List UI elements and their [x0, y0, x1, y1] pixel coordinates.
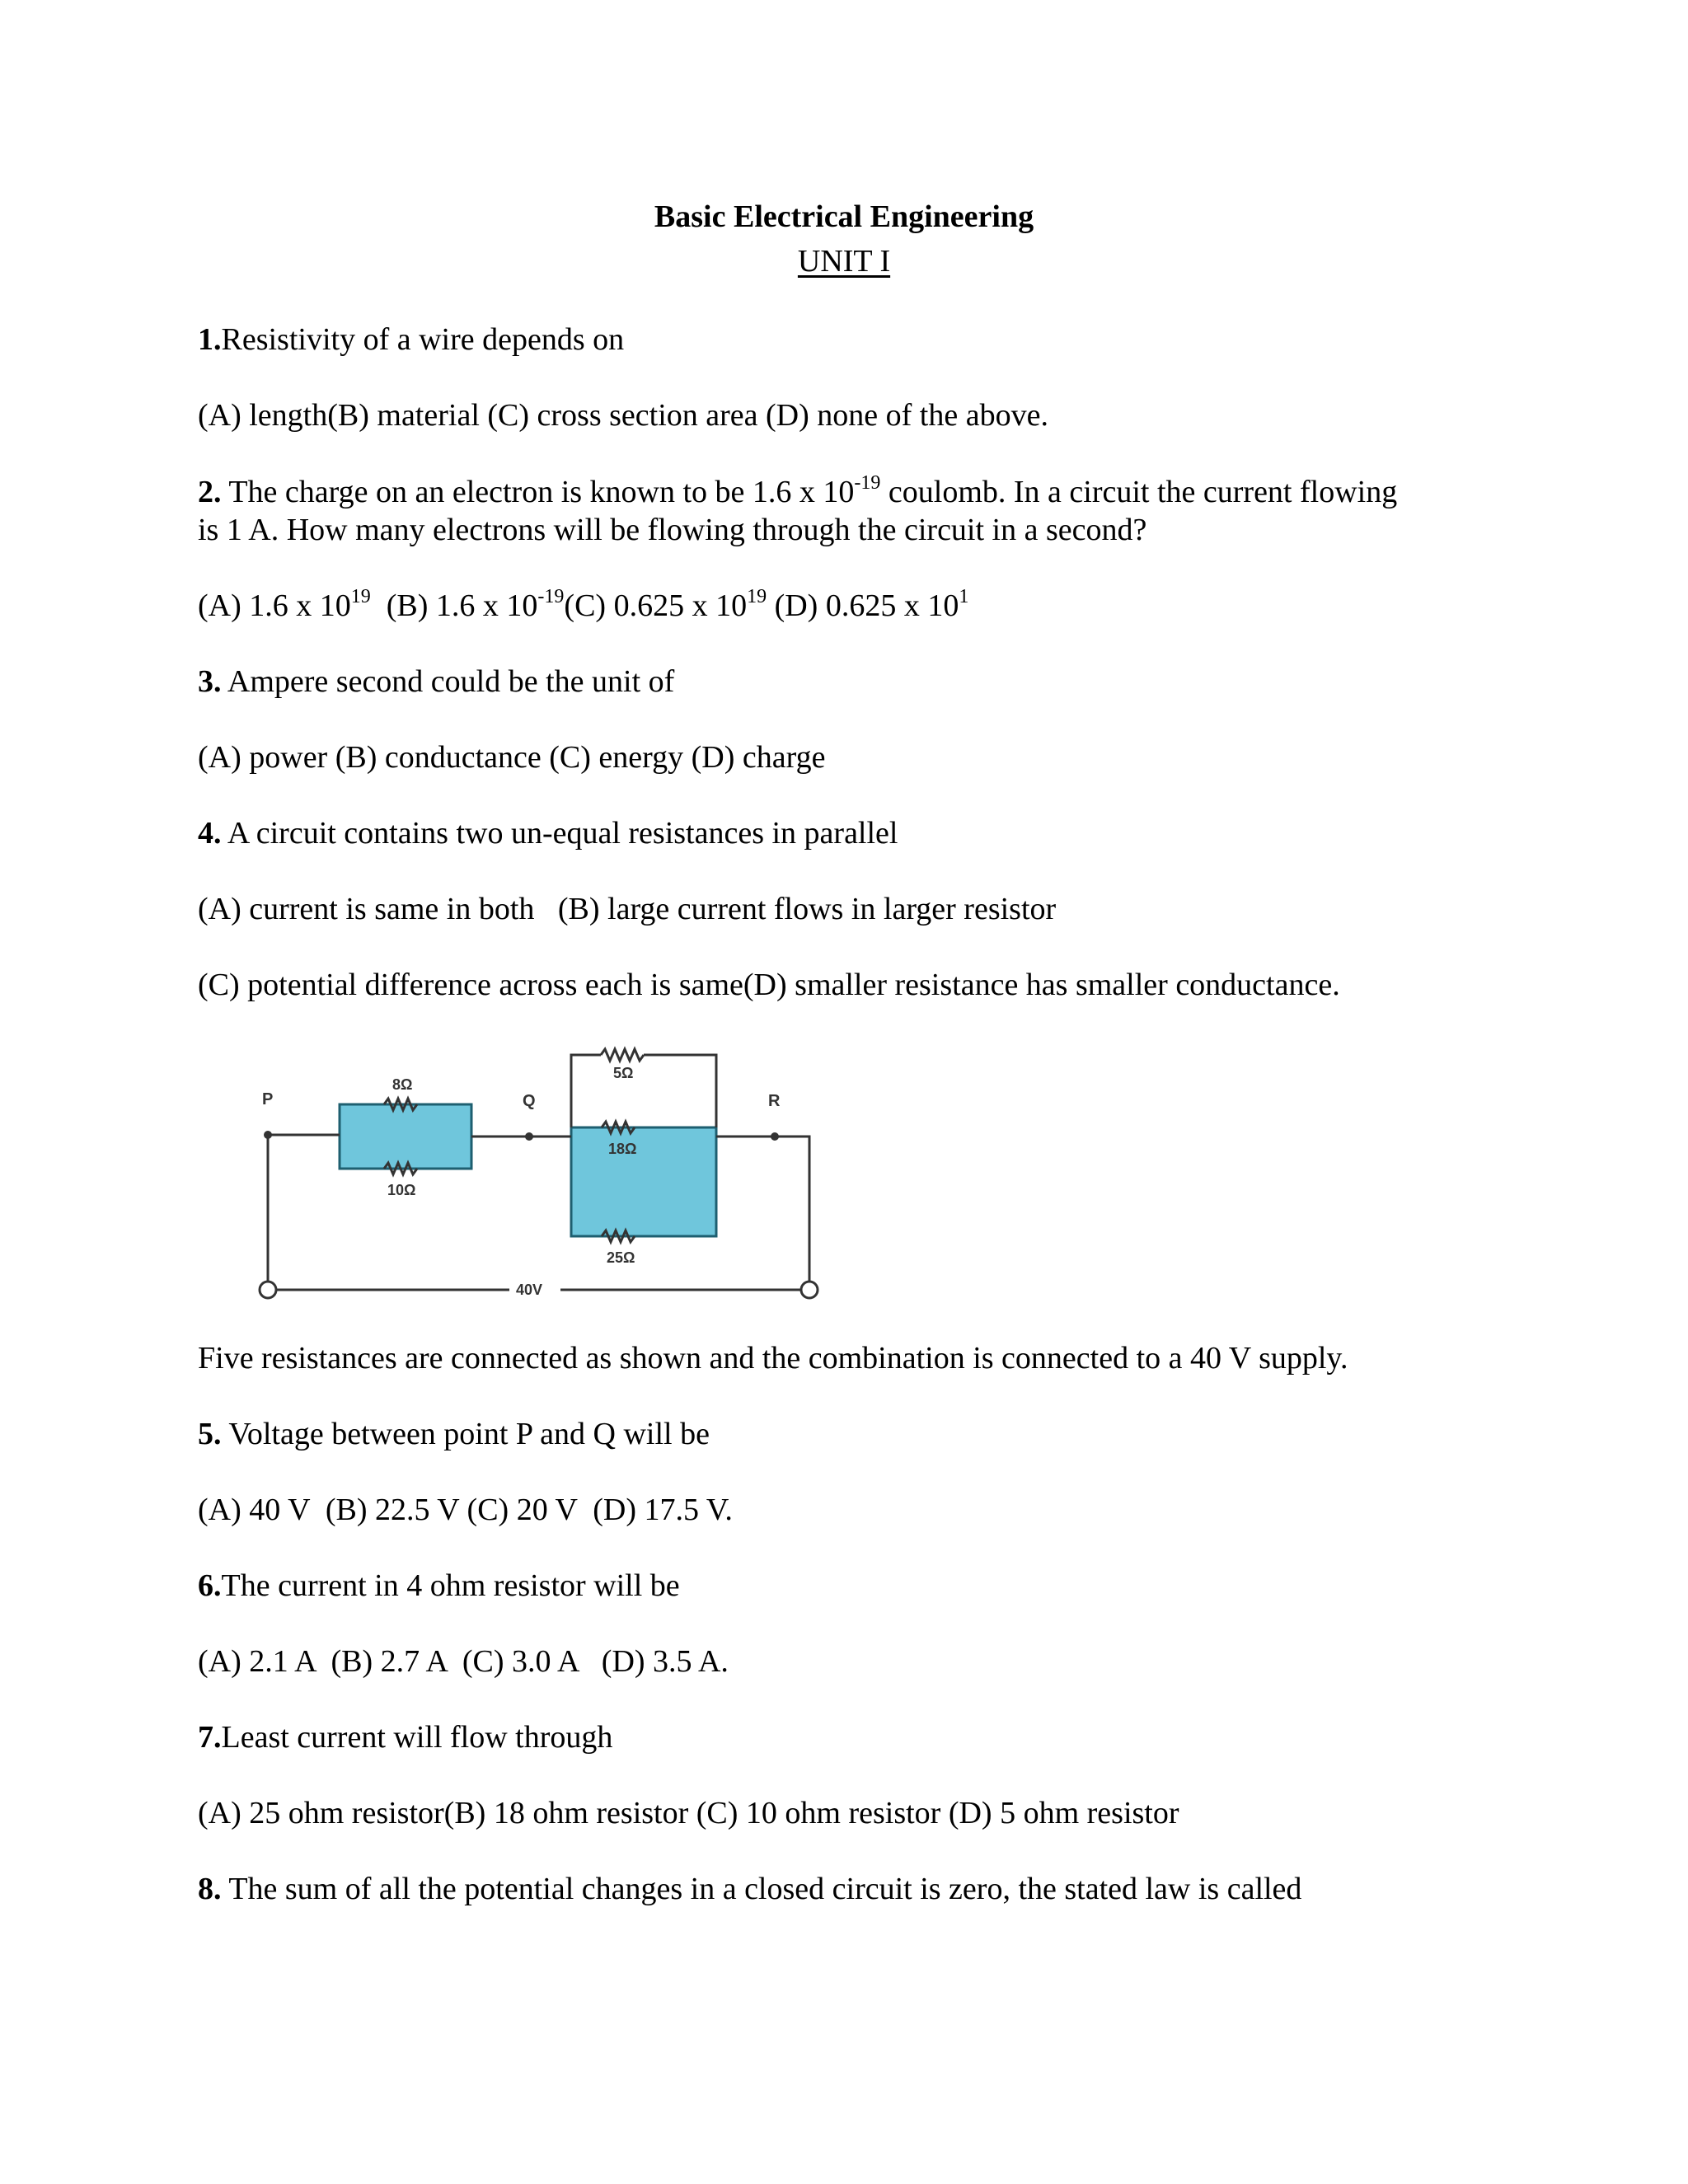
question-6-options: (A) 2.1 A (B) 2.7 A (C) 3.0 A (D) 3.5 A.	[198, 1644, 729, 1679]
question-3	[198, 666, 674, 697]
question-8	[198, 1873, 1301, 1905]
supply-label: 40V	[516, 1282, 543, 1298]
option-c: (C) 0.625 x 10	[564, 588, 748, 623]
question-2-line-2: is 1 A. How many electrons will be flowing through the circuit in a second?	[198, 513, 1147, 547]
question-2-options	[198, 586, 969, 623]
node-q-label: Q	[523, 1092, 536, 1110]
question-6	[198, 1570, 680, 1601]
unit-label: UNIT I	[797, 244, 891, 279]
option-d: (D) 0.625 x 10	[767, 588, 959, 623]
question-number: 8.	[198, 1872, 222, 1906]
terminal-left	[260, 1282, 276, 1298]
parallel-block-right	[571, 1127, 716, 1236]
resistor-5-label: 5Ω	[613, 1065, 634, 1081]
question-text: The charge on an electron is known to be 1.6 x 10	[221, 475, 855, 509]
node-q-dot	[525, 1132, 533, 1141]
question-text: The sum of all the potential changes in a closed circuit is zero, the stated law is called	[221, 1872, 1302, 1906]
option-a: (A) 1.6 x 10	[198, 588, 351, 623]
question-number: 3.	[198, 664, 222, 699]
resistor-25-label: 25Ω	[607, 1249, 635, 1266]
node-r-label: R	[768, 1092, 781, 1110]
question-text: Least current will flow through	[221, 1720, 613, 1755]
exponent: -19	[537, 586, 565, 607]
exponent: 19	[350, 586, 371, 607]
question-text: coulomb. In a circuit the current flowing	[880, 475, 1398, 509]
wire-5-branch-left	[571, 1055, 601, 1127]
option-b: (B) 1.6 x 10	[370, 588, 538, 623]
question-text: The current in 4 ohm resistor will be	[221, 1568, 680, 1603]
question-number: 1.	[198, 322, 222, 357]
question-number: 2.	[198, 475, 222, 509]
parallel-block-left	[340, 1104, 471, 1169]
question-number: 6.	[198, 1568, 222, 1603]
page-title: Basic Electrical Engineering	[654, 199, 1034, 234]
wire-p	[268, 1135, 340, 1290]
wire-5-branch-right	[644, 1055, 716, 1127]
unit-heading	[0, 246, 1688, 277]
node-p-label: P	[262, 1090, 274, 1108]
exponent: -19	[854, 472, 881, 494]
question-4-options-1: (A) current is same in both (B) large current flows in larger resistor	[198, 892, 1057, 926]
question-text: Resistivity of a wire depends on	[221, 322, 625, 357]
circuit-diagram	[247, 1038, 841, 1310]
wire-r	[716, 1137, 809, 1290]
exponent: 19	[747, 586, 767, 607]
question-1	[198, 324, 624, 355]
terminal-right	[801, 1282, 818, 1298]
question-7	[198, 1722, 612, 1753]
question-number: 7.	[198, 1720, 222, 1755]
question-1-options: (A) length(B) material (C) cross section area (D) none of the above.	[198, 398, 1048, 433]
node-r-dot	[771, 1132, 779, 1141]
question-2	[198, 472, 1398, 509]
question-text: Voltage between point P and Q will be	[221, 1417, 710, 1451]
resistor-5	[601, 1049, 644, 1061]
question-number: 5.	[198, 1417, 222, 1451]
question-text: Ampere second could be the unit of	[221, 664, 675, 699]
question-4	[198, 818, 898, 849]
question-5-options: (A) 40 V (B) 22.5 V (C) 20 V (D) 17.5 V.	[198, 1493, 733, 1527]
question-3-options: (A) power (B) conductance (C) energy (D) charge	[198, 740, 826, 775]
question-text: A circuit contains two un-equal resistances in parallel	[221, 816, 898, 851]
circuit-description: Five resistances are connected as shown and the combination is connected to a 40 V supply.	[198, 1341, 1348, 1376]
resistor-10-label: 10Ω	[387, 1182, 416, 1198]
question-4-options-2: (C) potential difference across each is same(D) smaller resistance has smaller conductance.	[198, 968, 1340, 1002]
question-7-options: (A) 25 ohm resistor(B) 18 ohm resistor (C) 10 ohm resistor (D) 5 ohm resistor	[198, 1796, 1179, 1830]
node-p-dot	[264, 1131, 272, 1139]
question-number: 4.	[198, 816, 222, 851]
resistor-8-label: 8Ω	[392, 1076, 413, 1093]
exponent: 1	[959, 586, 969, 607]
question-5	[198, 1418, 710, 1450]
resistor-18-label: 18Ω	[608, 1141, 637, 1157]
